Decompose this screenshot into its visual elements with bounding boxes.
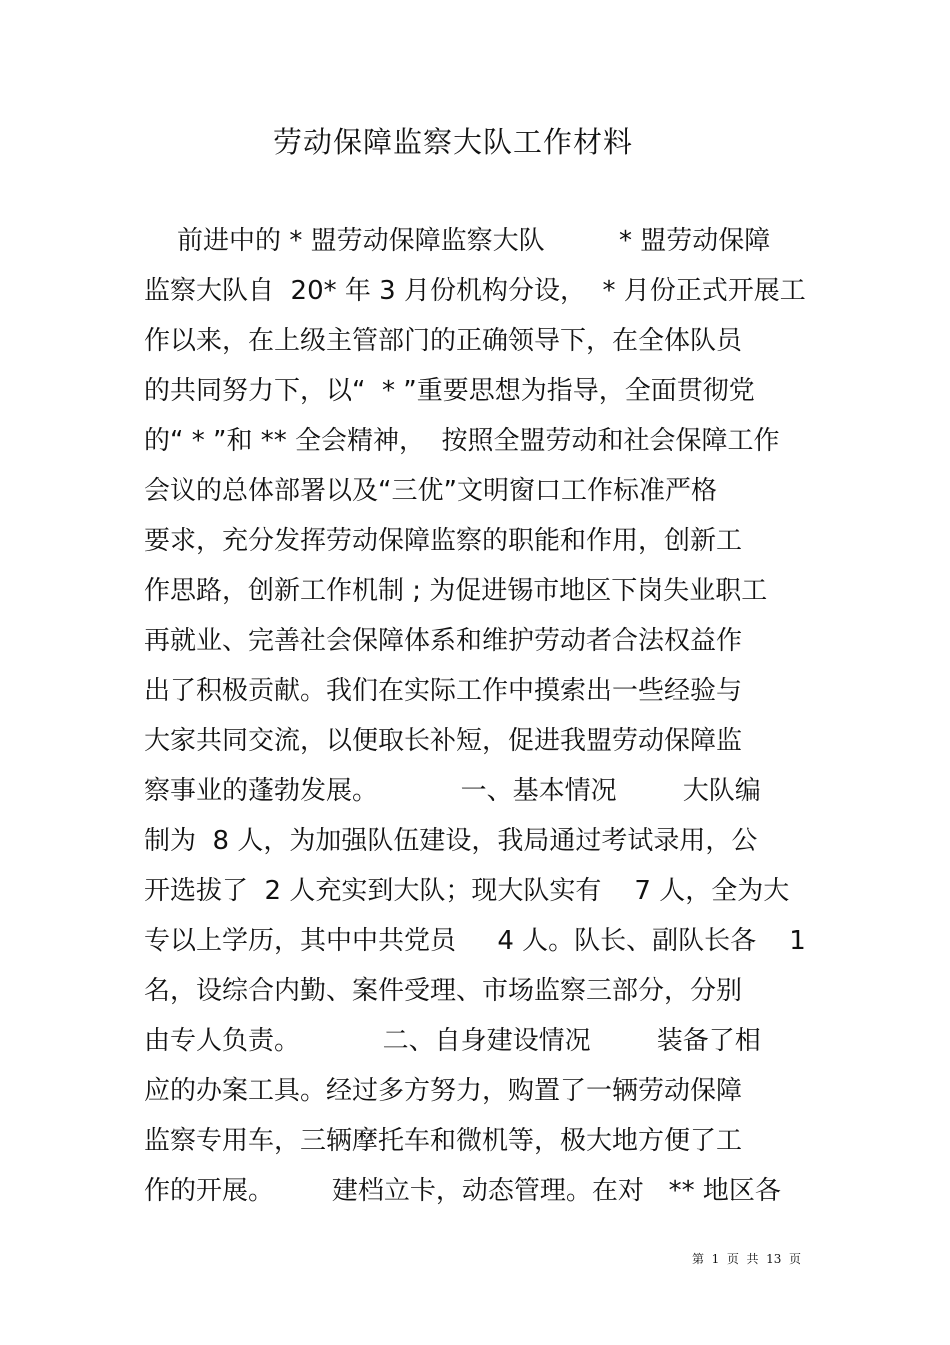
page-number: 第 1 页 共 13 页 (692, 1252, 802, 1266)
body-line: 再就业、完善社会保障体系和维护劳动者合法权益作 (144, 626, 743, 656)
body-line: 作的开展。 建档立卡，动态管理。在对 ** 地区各 (144, 1176, 781, 1206)
body-line: 前进中的 * 盟劳动保障监察大队 * 盟劳动保障 (144, 226, 771, 256)
body-line: 大家共同交流，以便取长补短，促进我盟劳动保障监 (144, 726, 743, 756)
body-line: 应的办案工具。经过多方努力，购置了一辆劳动保障 (144, 1076, 743, 1106)
body-line: 开选拔了 2 人充实到大队；现大队实有 7 人，全为大 (144, 876, 790, 906)
body-line: 专以上学历，其中中共党员 4 人。队长、副队长各 1 (144, 926, 806, 956)
body-line: 出了积极贡献。我们在实际工作中摸索出一些经验与 (144, 676, 743, 706)
body-line: 名，设综合内勤、案件受理、市场监察三部分，分别 (144, 976, 743, 1006)
body-line: 由专人负责。 二、自身建设情况 装备了相 (144, 1026, 761, 1056)
body-line: 察事业的蓬勃发展。 一、基本情况 大队编 (144, 776, 761, 806)
body-line: 的“ * ”和 ** 全会精神， 按照全盟劳动和社会保障工作 (144, 426, 780, 456)
body-line: 监察专用车，三辆摩托车和微机等，极大地方便了工 (144, 1126, 743, 1156)
body-line: 作以来，在上级主管部门的正确领导下，在全体队员 (144, 326, 743, 356)
body-line: 的共同努力下，以“ * ”重要思想为指导，全面贯彻党 (144, 376, 755, 406)
body-line: 会议的总体部署以及“三优”文明窗口工作标准严格 (144, 476, 717, 506)
body-line: 要求，充分发挥劳动保障监察的职能和作用，创新工 (144, 526, 743, 556)
body-line: 作思路，创新工作机制 ; 为促进锡市地区下岗失业职工 (144, 576, 768, 606)
body-line: 监察大队自 20* 年 3 月份机构分设， * 月份正式开展工 (144, 276, 806, 306)
body-line: 制为 8 人，为加强队伍建设，我局通过考试录用，公 (144, 826, 758, 856)
document-body (144, 216, 824, 1216)
document-title: 劳动保障监察大队工作材料 (272, 125, 633, 159)
